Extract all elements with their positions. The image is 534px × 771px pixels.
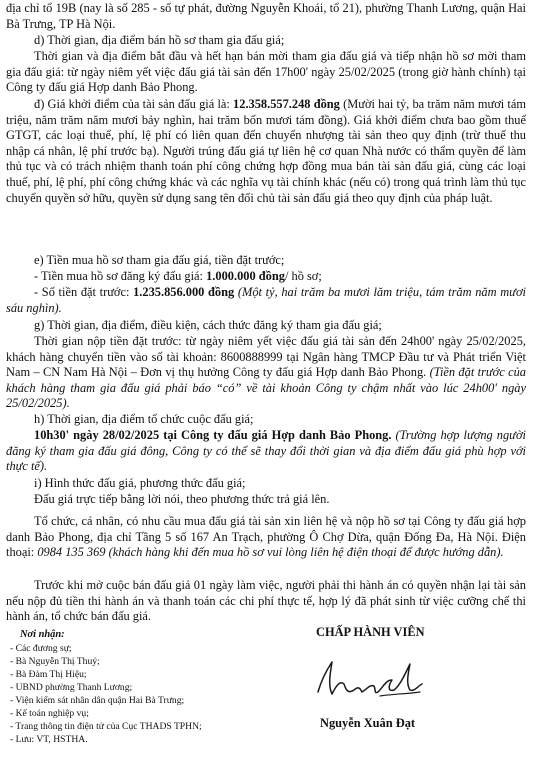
dossier-fee-label: - Tiền mua hồ sơ đăng ký đấu giá: [34,269,207,283]
deposit-label: - Số tiền đặt trước: [34,285,134,299]
recipient-item: - Trang thông tin điện tử của Cục THADS TPHN; [10,721,202,732]
auction-time-value: 10h30' ngày 28/02/2025 tại Công ty đấu giá Hợp danh Bảo Phong. [34,428,392,442]
recipients-heading: Nơi nhận: [20,629,65,640]
dossier-fee-value: 1.000.000 đồng [206,269,285,283]
signer-name: Nguyễn Xuân Đạt [320,716,416,730]
auction-time-paragraph [6,428,526,475]
dossier-fee-line [6,269,526,285]
dossier-fee-unit: / hồ sơ; [284,269,322,283]
section-g-heading: g) Thời gian, địa điểm, điều kiện, cách thức đăng ký tham gia đấu giá; [34,318,382,332]
recipient-item: - Các đương sự; [10,643,72,654]
contact-paragraph [6,514,526,561]
redemption-paragraph: Trước khi mở cuộc bán đấu giá 01 ngày làm việc, người phải thi hành án có quyền nhận lại tài sản nếu nộp đủ tiền thi hành án và thanh toán các chi phí thực tế, hợp lý đã phát sinh từ việc cưỡng chế thi hành án, tổ chức bán đấu giá. [6,578,526,624]
dossier-sale-paragraph: Thời gian và địa điểm bắt đầu và hết hạn bán mời tham gia đấu giá và tiếp nhận hồ sơ mời tham gia đấu giá: từ ngày niêm yết việc đấu giá tài sản đến 17h00' ngày 25/02/2025 (trong giờ hành chính) tại Công ty đấu giá Hợp danh Bảo Phong. [6,49,526,95]
starting-price-value: 12.358.557.248 đồng [233,97,340,111]
contact-phone-note: 0984 135 369 (khách hàng khi đến mua hồ sơ vui lòng liên hệ điện thoại để được hướng dẫn). [37,545,504,560]
section-d-heading: d) Thời gian, địa điểm bán hồ sơ tham gia đấu giá; [34,33,285,47]
deposit-payment-text: Thời gian nộp tiền đặt trước: từ ngày niêm yết việc đấu giá tài sản đến 24h00' ngày 25/02/2025, khách hàng chuyển tiền vào số tài khoản: 8600888999 tại Ngân hàng TMCP Đầu tư và Phát triển Việt Nam – CN Nam Hà Nội – Đơn vị thụ hưởng Công ty đấu giá Hợp danh Bảo Phong. [6,334,526,380]
starting-price-paragraph [6,97,526,206]
section-i-heading: i) Hình thức đấu giá, phương thức đấu giá; [34,476,246,490]
contact-text: Tổ chức, cá nhân, có nhu cầu mua đấu giá tài sản xin liên hệ và nộp hồ sơ tại Công ty đấu giá hợp danh Bảo Phong, địa chỉ Tầng 5 số 167 An Trạch, phường Ô Chợ Dừa, quận Đống Đa, Hà Nội. Điện thoại: [6,514,526,560]
auction-time-note: (Trường hợp lượng người đăng ký tham gia đấu giá đông, Công ty có thể sẽ thay đổi thời gian và địa điểm đấu giá phù hợp với thực tế). [6,428,526,474]
recipient-item: - UBND phường Thanh Lương; [10,682,133,693]
recipient-item: - Lưu: VT, HSTHA. [10,734,88,745]
deposit-payment-note: (Tiền đặt trước của khách hàng tham gia đấu giá phải báo “có” về tài khoản Công ty chậm nhất vào lúc 24h00' ngày 25/02/2025). [6,365,527,411]
section-e-heading: e) Tiền mua hồ sơ tham gia đấu giá, tiền đặt trước; [34,253,285,267]
recipient-item: - Kế toán nghiệp vụ; [10,708,89,719]
deposit-payment-paragraph [6,334,526,412]
recipients-list [10,628,202,746]
section-h-heading: h) Thời gian, địa điểm tổ chức cuộc đấu giá; [34,412,254,426]
recipient-item: - Bà Nguyễn Thị Thuỷ; [10,656,100,667]
deposit-line [6,285,526,316]
deposit-value: 1.235.856.000 đồng [133,285,235,299]
address-paragraph: địa chỉ tổ 19B (nay là số 285 - số tự phát, đường Nguyễn Khoái, tổ 21), phường Thanh Lương, quận Hai Bà Trưng, TP Hà Nội. [6,1,526,31]
signer-title: CHẤP HÀNH VIÊN [316,625,425,639]
recipient-item: - Bà Đàm Thị Hiệu; [10,669,87,680]
starting-price-label: đ) Giá khởi điểm của tài sản đấu giá là: [34,97,234,111]
starting-price-details: (Mười hai tỷ, ba trăm năm mươi tám triệu, năm trăm năm mươi bảy nghìn, hai trăm bốn mươi tám đồng). Giá khởi điểm chưa bao gồm thuế GTGT, các loại thuế, phí, lệ phí có liên quan đến chuyển nhượng tài sản theo quy định (trừ thuế thu nhập cá nhân, lệ phí trước bạ). Người trúng đấu giá tự liên hệ cơ quan Nhà nước có thẩm quyền để làm thủ tục và có trách nhiệm thanh toán phí công chứng hợp đồng mua bán tài sản đấu giá, cùng các loại thuế, phí, lệ phí, phí công chứng khác và các nghĩa vụ tài chính khác (nếu có) trong quá trình làm thủ tục chuyển quyền sở hữu, quyền sử dụng sang tên đối chủ tài sản đấu giá theo quy định của pháp luật. [6,97,527,205]
handwritten-signature [310,650,430,712]
deposit-words: (Một tỷ, hai trăm ba mươi lăm triệu, tám trăm năm mươi sáu nghìn). [6,285,526,315]
recipient-item: - Viện kiểm sát nhân dân quận Hai Bà Trưng; [10,695,185,706]
auction-method-line: Đấu giá trực tiếp bằng lời nói, theo phương thức trả giá lên. [34,492,330,506]
